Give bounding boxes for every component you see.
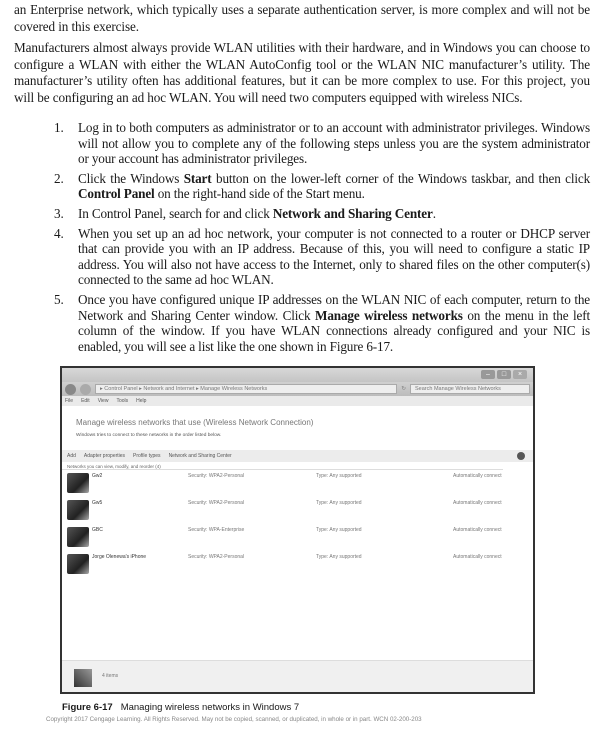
network-icon bbox=[67, 500, 89, 520]
window-titlebar bbox=[62, 368, 533, 382]
command-bar bbox=[62, 450, 533, 462]
network-security: Security: WPA2-Personal bbox=[188, 500, 245, 506]
step-text-part: . bbox=[432, 205, 436, 221]
status-bar bbox=[62, 660, 533, 692]
step-number: 3. bbox=[54, 205, 64, 221]
step-number: 4. bbox=[54, 225, 64, 241]
network-mode: Automatically connect bbox=[453, 527, 502, 533]
network-icon bbox=[67, 473, 89, 493]
item-count: 4 items bbox=[102, 673, 119, 679]
figure-title: Managing wireless networks in Windows 7 bbox=[120, 702, 300, 713]
step-text-part: When you set up an ad hoc network, your computer is not connected to a router or DHCP server that can provide you with an IP address. Because of this, you will need to configure a static IP address. You will also not have access to the Internet, only to shared files on the other computer(s) connected to the same ad hoc WLAN. bbox=[78, 225, 590, 288]
steps-list bbox=[54, 120, 590, 358]
wireless-signal-icon bbox=[74, 669, 92, 687]
menu-file: File bbox=[65, 398, 74, 404]
network-type: Type: Any supported bbox=[316, 527, 362, 533]
network-security: Security: WPA2-Personal bbox=[188, 554, 245, 560]
paragraph-intro: an Enterprise network, which typically uses a separate authentication server, is more complex and will not be covered in this exercise. bbox=[14, 2, 590, 34]
network-icon bbox=[67, 554, 89, 574]
adapter-properties-command: Adapter properties bbox=[83, 453, 126, 459]
figure-screenshot bbox=[60, 366, 535, 694]
group-label: Networks you can view, modify, and reorder (4) bbox=[62, 462, 503, 470]
copyright-notice: Copyright 2017 Cengage Learning. All Rights Reserved. May not be copied, scanned, or duplicated, in whole or in part. WCN 02-200-203 bbox=[46, 716, 422, 723]
step-item bbox=[54, 206, 590, 222]
network-row bbox=[62, 470, 533, 497]
minimize-icon: – bbox=[481, 370, 495, 379]
back-icon bbox=[65, 384, 76, 395]
figure-label: Figure 6-17 bbox=[62, 702, 113, 713]
network-name: Gw2 bbox=[92, 473, 103, 479]
step-item bbox=[54, 120, 590, 167]
network-type: Type: Any supported bbox=[316, 554, 362, 560]
step-text-part: In Control Panel, search for and click bbox=[78, 205, 273, 221]
step-text bbox=[78, 120, 590, 167]
menu-help: Help bbox=[136, 398, 147, 404]
forward-icon bbox=[80, 384, 91, 395]
window-heading: Manage wireless networks that use (Wireless Network Connection) bbox=[76, 418, 314, 427]
network-row bbox=[62, 551, 533, 578]
refresh-icon: ↻ bbox=[401, 386, 406, 392]
step-text-part: Log in to both computers as administrator or to an account with administrator privileges. Windows will not allow you to complete any of the following steps unless you are the system administrator or your account has administrator privileges. bbox=[78, 120, 590, 167]
search-input: Search Manage Wireless Networks bbox=[410, 384, 530, 394]
network-type: Type: Any supported bbox=[316, 473, 362, 479]
menu-bar bbox=[62, 396, 533, 406]
step-bold: Control Panel bbox=[78, 186, 155, 202]
menu-edit: Edit bbox=[81, 398, 90, 404]
step-text-part: Click the Windows bbox=[78, 170, 184, 186]
step-item bbox=[54, 226, 590, 288]
step-text-part: Once you have configured unique IP addresses on the WLAN NIC of each computer, return to the Network and Sharing Center window. Click bbox=[78, 291, 590, 323]
menu-view: View bbox=[97, 398, 109, 404]
step-number: 5. bbox=[54, 291, 64, 307]
profile-types-command: Profile types bbox=[133, 453, 161, 459]
paragraph-utilities: Manufacturers almost always provide WLAN utilities with their hardware, and in Windows you can choose to configure a WLAN with either the WLAN AutoConfig tool or the WLAN NIC manufacturer’s utility. The manufacturer’s utility often has additional features, but it can be more complex to use. For this project, you will be configuring an ad hoc WLAN. You will need two computers equipped with wireless NICs. bbox=[14, 40, 590, 105]
window-subheading: Windows tries to connect to these networks in the order listed below. bbox=[76, 433, 222, 438]
step-text bbox=[78, 171, 590, 202]
network-name: GBC bbox=[92, 527, 103, 533]
step-text-part: on the menu in the left column of the window. If you have WLAN connections already configured and your NIC is enabled, you will see a list like the one shown in Figure 6-17. bbox=[78, 307, 590, 354]
step-bold: Manage wireless networks bbox=[315, 307, 463, 323]
help-icon bbox=[517, 452, 525, 460]
network-mode: Automatically connect bbox=[453, 500, 502, 506]
step-number: 2. bbox=[54, 170, 64, 186]
close-icon: × bbox=[513, 370, 527, 379]
step-text bbox=[78, 206, 436, 222]
network-type: Type: Any supported bbox=[316, 500, 362, 506]
step-bold: Start bbox=[183, 170, 212, 186]
step-bold: Network and Sharing Center bbox=[272, 205, 433, 221]
network-mode: Automatically connect bbox=[453, 473, 502, 479]
address-bar bbox=[62, 382, 533, 396]
menu-tools: Tools bbox=[116, 398, 129, 404]
add-command: Add bbox=[67, 453, 76, 459]
step-item bbox=[54, 292, 590, 354]
step-number: 1. bbox=[54, 120, 64, 135]
network-icon bbox=[67, 527, 89, 547]
network-row bbox=[62, 524, 533, 551]
step-text bbox=[78, 226, 590, 288]
breadcrumb: ▸ Control Panel ▸ Network and Internet ▸ Manage Wireless Networks bbox=[95, 384, 397, 394]
network-row bbox=[62, 497, 533, 524]
network-security: Security: WPA-Enterprise bbox=[188, 527, 245, 533]
step-text-part: button on the lower-left corner of the Windows taskbar, and then click bbox=[211, 170, 591, 186]
figure-caption bbox=[62, 702, 299, 713]
maximize-icon: □ bbox=[497, 370, 511, 379]
step-item bbox=[54, 171, 590, 202]
network-name: Jorge Olenewa's iPhone bbox=[92, 554, 147, 560]
step-text-part: on the right-hand side of the Start menu. bbox=[154, 186, 365, 202]
step-text bbox=[78, 292, 590, 354]
network-name: Gw5 bbox=[92, 500, 103, 506]
network-sharing-center-command: Network and Sharing Center bbox=[168, 453, 232, 459]
network-security: Security: WPA2-Personal bbox=[188, 473, 245, 479]
network-mode: Automatically connect bbox=[453, 554, 502, 560]
network-list bbox=[62, 470, 533, 578]
